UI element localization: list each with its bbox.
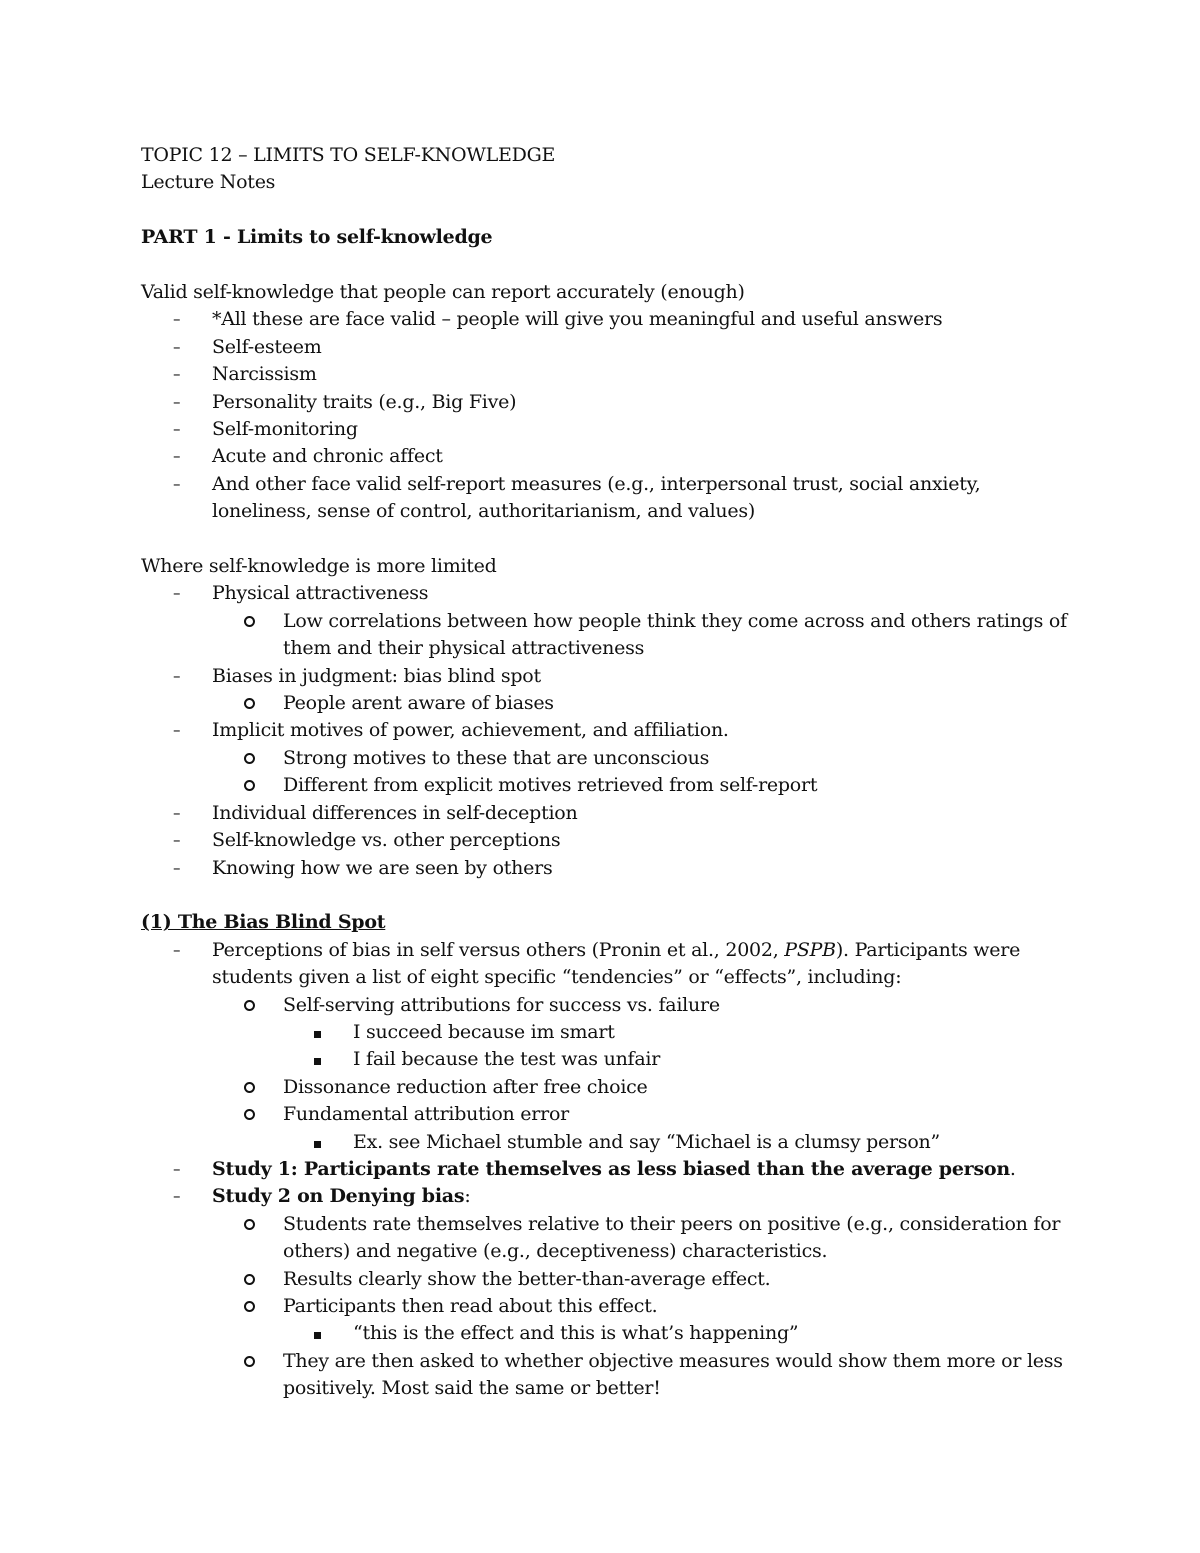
- document-subtitle: Lecture Notes: [141, 171, 276, 194]
- dash-bullet-icon: –: [173, 721, 181, 740]
- circle-bullet-icon: [244, 1266, 255, 1293]
- dash-bullet-icon: –: [173, 420, 181, 439]
- list-item: Ex. see Michael stumble and say “Michael is a clumsy person”: [141, 1129, 1071, 1156]
- list-item: Strong motives to these that are unconscious: [141, 745, 1071, 772]
- circle-bullet-icon: [244, 745, 255, 772]
- circle-bullet-icon: [244, 1211, 255, 1238]
- list-item: I succeed because im smart: [141, 1019, 1071, 1046]
- circle-bullet-icon: [244, 1293, 255, 1320]
- list-item: Participants then read about this effect.: [141, 1293, 1071, 1320]
- list-item: – Physical attractiveness: [141, 580, 1071, 607]
- list-item: – Perceptions of bias in self versus others (Pronin et al., 2002, PSPB). Participants were students given a list of eight specific “tendencies” or “effects”, including:: [173, 938, 1021, 989]
- list-item: – Study 2 on Denying bias:: [141, 1183, 1071, 1210]
- spacer: [141, 526, 1071, 553]
- list-item: Different from explicit motives retrieved from self-report: [141, 772, 1071, 799]
- list-item: – Knowing how we are seen by others: [141, 855, 1071, 882]
- list-item: They are then asked to whether objective measures would show them more or less positively. Most said the same or better!: [141, 1348, 1071, 1403]
- spacer: [141, 882, 1071, 909]
- list-item: – Self-knowledge vs. other perceptions: [141, 827, 1071, 854]
- circle-bullet-icon: [244, 1101, 255, 1128]
- dash-bullet-icon: –: [173, 447, 181, 466]
- square-bullet-icon: [314, 1320, 321, 1347]
- square-bullet-icon: [314, 1019, 321, 1046]
- list-item: Low correlations between how people think they come across and others ratings of them and their physical attractiveness: [141, 608, 1071, 663]
- dash-bullet-icon: –: [173, 337, 181, 356]
- list-item: Self-serving attributions for success vs. failure: [141, 992, 1071, 1019]
- spacer: [141, 197, 1071, 224]
- list-item: – Acute and chronic affect: [141, 443, 1071, 470]
- part1-heading: PART 1 - Limits to self-knowledge: [141, 226, 493, 249]
- list-item: People arent aware of biases: [141, 690, 1071, 717]
- dash-bullet-icon: –: [173, 584, 181, 603]
- dash-bullet-icon: –: [173, 474, 181, 493]
- list-item: Fundamental attribution error: [141, 1101, 1071, 1128]
- document-title: TOPIC 12 – LIMITS TO SELF-KNOWLEDGE: [141, 144, 556, 166]
- dash-bullet-icon: –: [173, 310, 181, 329]
- circle-bullet-icon: [244, 608, 255, 635]
- circle-bullet-icon: [244, 690, 255, 717]
- dash-bullet-icon: –: [173, 1159, 181, 1178]
- list-item: – Biases in judgment: bias blind spot: [141, 663, 1071, 690]
- valid-intro: Valid self-knowledge that people can report accurately (enough): [141, 281, 745, 303]
- circle-bullet-icon: [244, 1074, 255, 1101]
- list-item: – Implicit motives of power, achievement, and affiliation.: [141, 717, 1071, 744]
- square-bullet-icon: [314, 1046, 321, 1073]
- circle-bullet-icon: [244, 772, 255, 799]
- dash-bullet-icon: –: [173, 831, 181, 850]
- document-body: [141, 142, 1071, 1403]
- list-item: Results clearly show the better-than-average effect.: [141, 1266, 1071, 1293]
- list-item: – Self-monitoring: [141, 416, 1071, 443]
- limited-intro: Where self-knowledge is more limited: [141, 555, 497, 578]
- dash-bullet-icon: –: [173, 365, 181, 384]
- list-item: – Narcissism: [141, 361, 1071, 388]
- dash-bullet-icon: –: [173, 666, 181, 685]
- dash-bullet-icon: –: [173, 803, 181, 822]
- dash-bullet-icon: –: [173, 1187, 181, 1206]
- list-item: – Individual differences in self-deception: [141, 800, 1071, 827]
- circle-bullet-icon: [244, 1348, 255, 1375]
- list-item: – Self-esteem: [141, 334, 1071, 361]
- list-item: I fail because the test was unfair: [141, 1046, 1071, 1073]
- section1-heading: (1) The Bias Blind Spot: [141, 911, 386, 934]
- list-item: Students rate themselves relative to their peers on positive (e.g., consideration for others) and negative (e.g., deceptiveness) characteristics.: [141, 1211, 1071, 1266]
- list-item: – Study 1: Participants rate themselves as less biased than the average person.: [141, 1156, 1071, 1183]
- list-item: – And other face valid self-report measures (e.g., interpersonal trust, social anxiety, loneliness, sense of control, authoritarianism, and values): [173, 472, 981, 523]
- dash-bullet-icon: –: [173, 392, 181, 411]
- list-item: “this is the effect and this is what’s happening”: [141, 1320, 1071, 1347]
- list-item: – *All these are face valid – people will give you meaningful and useful answers: [141, 306, 1071, 333]
- spacer: [141, 252, 1071, 279]
- dash-bullet-icon: –: [173, 940, 181, 959]
- circle-bullet-icon: [244, 992, 255, 1019]
- square-bullet-icon: [314, 1129, 321, 1156]
- list-item: Dissonance reduction after free choice: [141, 1074, 1071, 1101]
- list-item: – Personality traits (e.g., Big Five): [141, 389, 1071, 416]
- dash-bullet-icon: –: [173, 858, 181, 877]
